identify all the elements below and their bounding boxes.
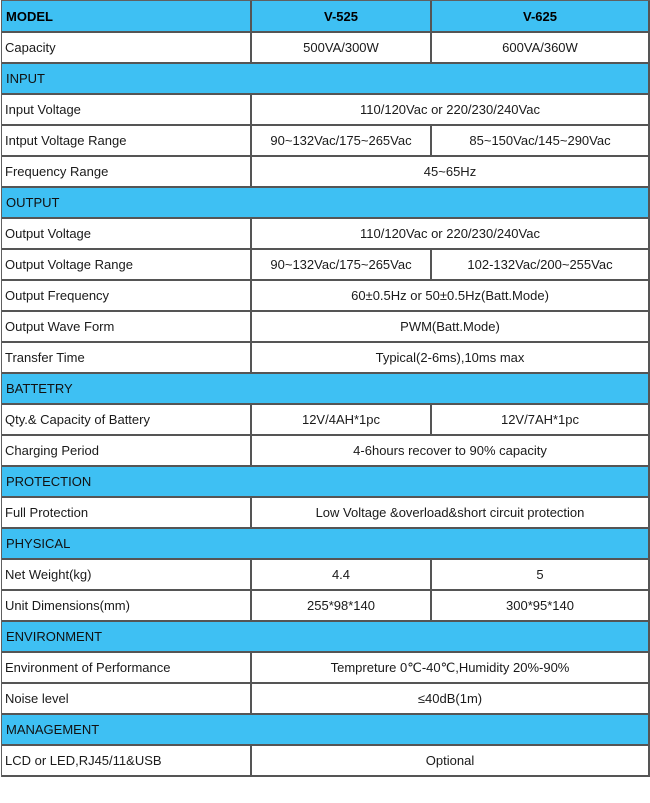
table-row: [2, 560, 650, 591]
section-title: PHYSICAL: [2, 529, 650, 560]
section-title: MANAGEMENT: [2, 715, 650, 746]
v625-value: 12V/7AH*1pc: [432, 405, 650, 436]
section-row-input: [2, 64, 650, 95]
shared-value: Optional: [252, 746, 650, 777]
v625-value: 5: [432, 560, 650, 591]
shared-value: Low Voltage &overload&short circuit protection: [252, 498, 650, 529]
section-row-battery: [2, 374, 650, 405]
row-label: Charging Period: [2, 436, 252, 467]
row-label: LCD or LED,RJ45/11&USB: [2, 746, 252, 777]
v525-header: V-525: [252, 1, 432, 33]
table-row: [2, 312, 650, 343]
v625-value: 102-132Vac/200~255Vac: [432, 250, 650, 281]
table-row: [2, 498, 650, 529]
shared-value: Tempreture 0℃-40℃,Humidity 20%-90%: [252, 653, 650, 684]
section-row-protection: [2, 467, 650, 498]
section-title: OUTPUT: [2, 188, 650, 219]
row-label: Capacity: [2, 33, 252, 64]
v525-value: 255*98*140: [252, 591, 432, 622]
section-row-physical: [2, 529, 650, 560]
v525-value: 500VA/300W: [252, 33, 432, 64]
row-label: Output Voltage: [2, 219, 252, 250]
row-label: Full Protection: [2, 498, 252, 529]
v625-value: 300*95*140: [432, 591, 650, 622]
table-row: [2, 33, 650, 64]
shared-value: ≤40dB(1m): [252, 684, 650, 715]
v525-value: 4.4: [252, 560, 432, 591]
v625-value: 85~150Vac/145~290Vac: [432, 126, 650, 157]
row-label: Unit Dimensions(mm): [2, 591, 252, 622]
row-label: Net Weight(kg): [2, 560, 252, 591]
section-row-output: [2, 188, 650, 219]
table-row: [2, 746, 650, 777]
model-header: MODEL: [2, 1, 252, 33]
table-row: [2, 684, 650, 715]
section-row-management: [2, 715, 650, 746]
row-label: Noise level: [2, 684, 252, 715]
row-label: Environment of Performance: [2, 653, 252, 684]
shared-value: Typical(2-6ms),10ms max: [252, 343, 650, 374]
row-label: Qty.& Capacity of Battery: [2, 405, 252, 436]
spec-table: [1, 0, 650, 777]
row-label: Frequency Range: [2, 157, 252, 188]
row-label: Transfer Time: [2, 343, 252, 374]
section-title: BATTETRY: [2, 374, 650, 405]
v625-header: V-625: [432, 1, 650, 33]
table-row: [2, 95, 650, 126]
v525-value: 90~132Vac/175~265Vac: [252, 250, 432, 281]
shared-value: 110/120Vac or 220/230/240Vac: [252, 95, 650, 126]
section-title: ENVIRONMENT: [2, 622, 650, 653]
section-row-environment: [2, 622, 650, 653]
table-row: [2, 250, 650, 281]
table-row: [2, 653, 650, 684]
section-title: PROTECTION: [2, 467, 650, 498]
table-row: [2, 219, 650, 250]
table-row: [2, 343, 650, 374]
table-row: [2, 436, 650, 467]
table-row: [2, 281, 650, 312]
row-label: Output Voltage Range: [2, 250, 252, 281]
shared-value: 60±0.5Hz or 50±0.5Hz(Batt.Mode): [252, 281, 650, 312]
v525-value: 90~132Vac/175~265Vac: [252, 126, 432, 157]
table-row: [2, 126, 650, 157]
table-row: [2, 591, 650, 622]
v525-value: 12V/4AH*1pc: [252, 405, 432, 436]
row-label: Intput Voltage Range: [2, 126, 252, 157]
shared-value: 45~65Hz: [252, 157, 650, 188]
row-label: Output Frequency: [2, 281, 252, 312]
shared-value: 110/120Vac or 220/230/240Vac: [252, 219, 650, 250]
v625-value: 600VA/360W: [432, 33, 650, 64]
table-row: [2, 405, 650, 436]
header-row: [2, 1, 650, 33]
section-title: INPUT: [2, 64, 650, 95]
shared-value: PWM(Batt.Mode): [252, 312, 650, 343]
row-label: Input Voltage: [2, 95, 252, 126]
shared-value: 4-6hours recover to 90% capacity: [252, 436, 650, 467]
table-row: [2, 157, 650, 188]
row-label: Output Wave Form: [2, 312, 252, 343]
